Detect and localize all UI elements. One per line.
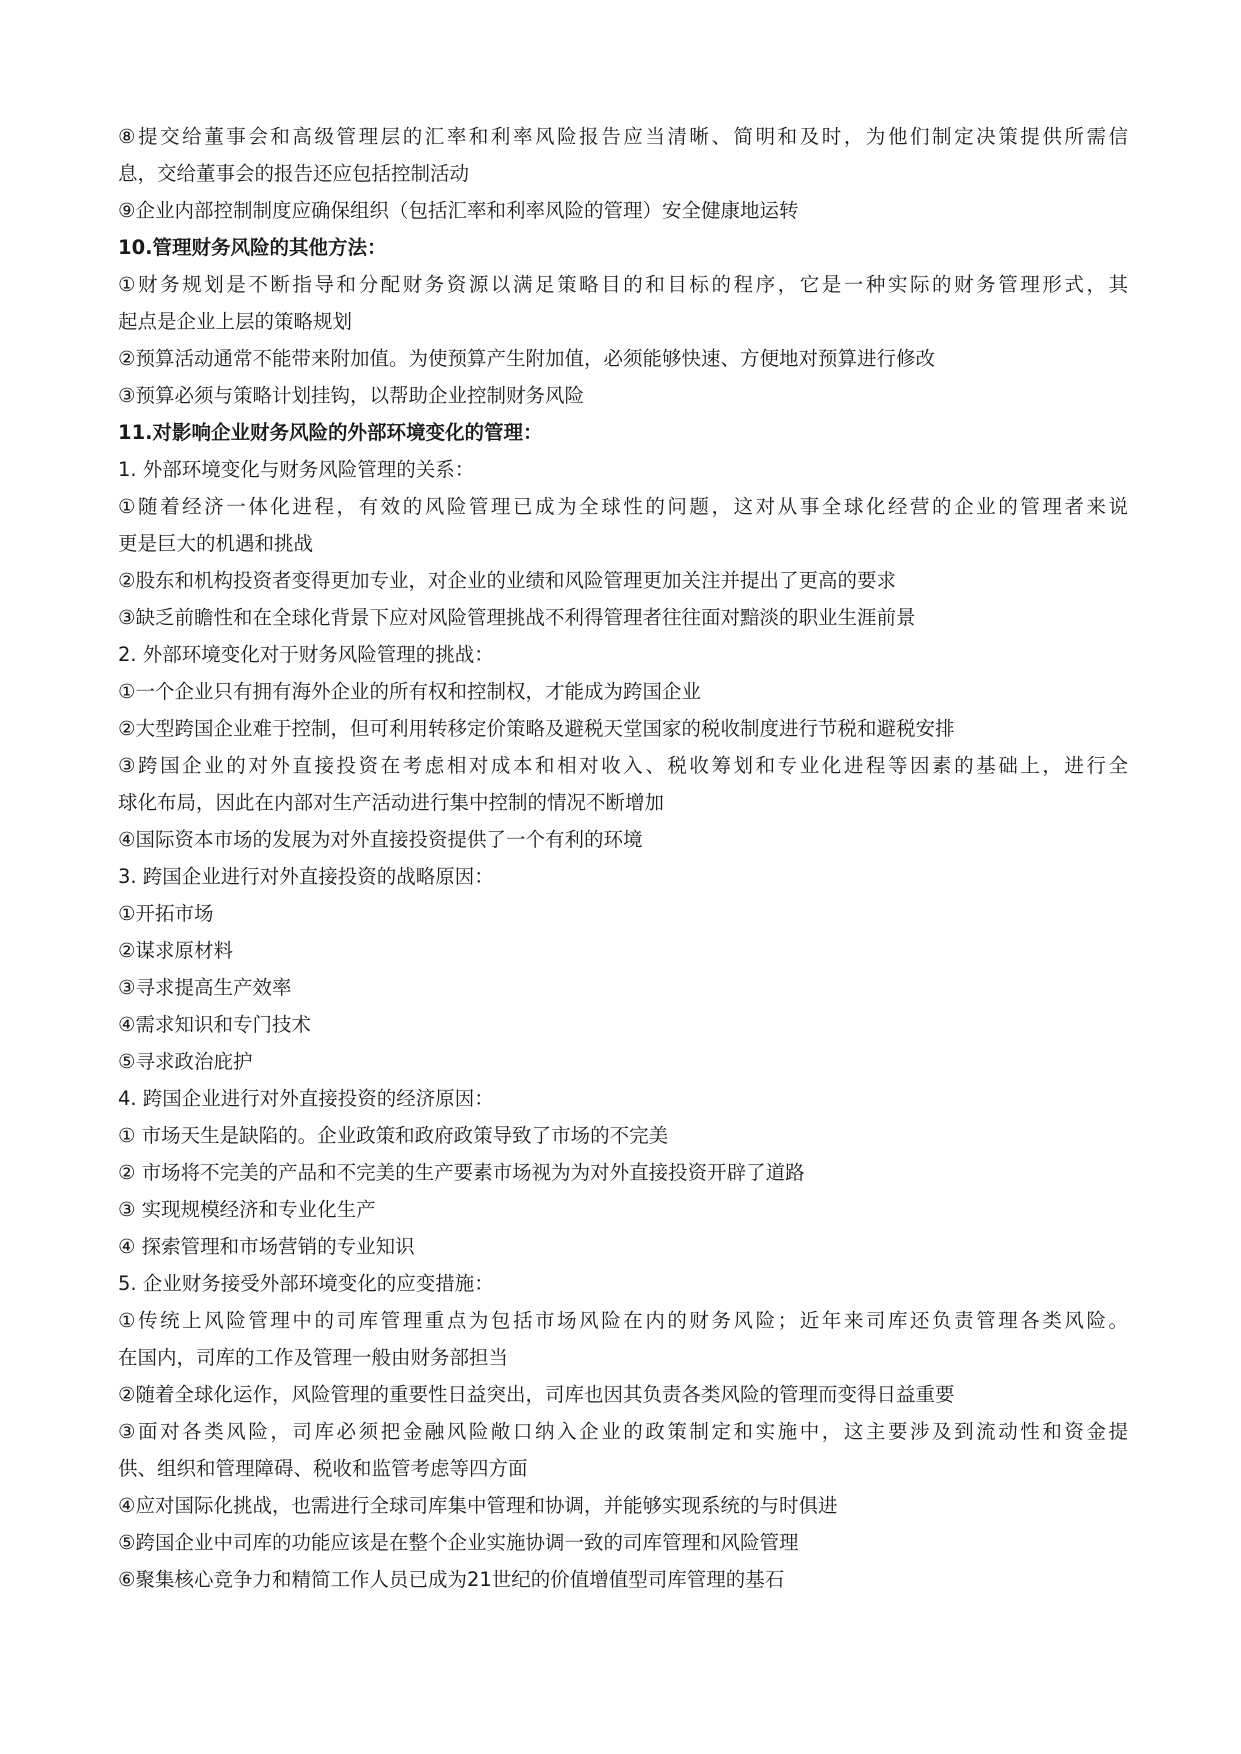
subsection-heading: 4. 跨国企业进行对外直接投资的经济原因： — [118, 1087, 494, 1110]
paragraph-line: ②股东和机构投资者变得更加专业，对企业的业绩和风险管理更加关注并提出了更高的要求 — [118, 569, 896, 592]
paragraph-line: ④国际资本市场的发展为对外直接投资提供了一个有利的环境 — [118, 828, 643, 851]
list-item: ③ 实现规模经济和专业化生产 — [118, 1198, 376, 1221]
paragraph-line: ③跨国企业的对外直接投资在考虑相对成本和相对收入、税收筹划和专业化进程等因素的基础上，进行全 — [118, 754, 1128, 777]
list-item: ④需求知识和专门技术 — [118, 1013, 311, 1036]
paragraph-line: ③预算必须与策略计划挂钩，以帮助企业控制财务风险 — [118, 384, 584, 407]
paragraph-line: ①一个企业只有拥有海外企业的所有权和控制权，才能成为跨国企业 — [118, 680, 701, 703]
paragraph-line: 更是巨大的机遇和挑战 — [118, 532, 314, 555]
paragraph-line: ⑧提交给董事会和高级管理层的汇率和利率风险报告应当清晰、简明和及时，为他们制定决策提供所需信 — [118, 125, 1128, 148]
paragraph-line: 供、组织和管理障碍、税收和监管考虑等四方面 — [118, 1457, 528, 1480]
document-page — [118, 118, 1128, 1598]
list-item: ③寻求提高生产效率 — [118, 976, 292, 999]
paragraph-line: ⑨企业内部控制制度应确保组织（包括汇率和利率风险的管理）安全健康地运转 — [118, 199, 799, 222]
paragraph-line: ②大型跨国企业难于控制，但可利用转移定价策略及避税天堂国家的税收制度进行节税和避税安排 — [118, 717, 955, 740]
paragraph-line: ①传统上风险管理中的司库管理重点为包括市场风险在内的财务风险；近年来司库还负责管理各类风险。 — [118, 1309, 1128, 1332]
list-item: ①开拓市场 — [118, 902, 214, 925]
paragraph-line: ①财务规划是不断指导和分配财务资源以满足策略目的和目标的程序，它是一种实际的财务管理形式，其 — [118, 273, 1128, 296]
section-heading: 11.对影响企业财务风险的外部环境变化的管理： — [118, 421, 543, 444]
paragraph-line: ⑥聚集核心竞争力和精简工作人员已成为21世纪的价值增值型司库管理的基石 — [118, 1568, 785, 1591]
paragraph-line: ③缺乏前瞻性和在全球化背景下应对风险管理挑战不利得管理者往往面对黯淡的职业生涯前景 — [118, 606, 916, 629]
paragraph-line: ③面对各类风险，司库必须把金融风险敞口纳入企业的政策制定和实施中，这主要涉及到流动性和资金提 — [118, 1420, 1128, 1443]
subsection-heading: 1. 外部环境变化与财务风险管理的关系： — [118, 458, 475, 481]
paragraph-line: 在国内，司库的工作及管理一般由财务部担当 — [118, 1346, 509, 1369]
paragraph-line: ⑤跨国企业中司库的功能应该是在整个企业实施协调一致的司库管理和风险管理 — [118, 1531, 799, 1554]
paragraph-line: ①随着经济一体化进程，有效的风险管理已成为全球性的问题，这对从事全球化经营的企业的管理者来说 — [118, 495, 1128, 518]
subsection-heading: 2. 外部环境变化对于财务风险管理的挑战： — [118, 643, 494, 666]
list-item: ④ 探索管理和市场营销的专业知识 — [118, 1235, 415, 1258]
paragraph-line: 息，交给董事会的报告还应包括控制活动 — [118, 162, 470, 185]
paragraph-line: ②预算活动通常不能带来附加值。为使预算产生附加值，必须能够快速、方便地对预算进行修改 — [118, 347, 935, 370]
paragraph-line: 起点是企业上层的策略规划 — [118, 310, 353, 333]
list-item: ② 市场将不完美的产品和不完美的生产要素市场视为为对外直接投资开辟了道路 — [118, 1161, 805, 1184]
section-heading: 10.管理财务风险的其他方法： — [118, 236, 387, 259]
subsection-heading: 5. 企业财务接受外部环境变化的应变措施： — [118, 1272, 494, 1295]
list-item: ⑤寻求政治庇护 — [118, 1050, 253, 1073]
list-item: ②谋求原材料 — [118, 939, 233, 962]
paragraph-line: 球化布局，因此在内部对生产活动进行集中控制的情况不断增加 — [118, 791, 665, 814]
list-item: ① 市场天生是缺陷的。企业政策和政府政策导致了市场的不完美 — [118, 1124, 669, 1147]
paragraph-line: ④应对国际化挑战，也需进行全球司库集中管理和协调，并能够实现系统的与时俱进 — [118, 1494, 838, 1517]
paragraph-line: ②随着全球化运作，风险管理的重要性日益突出，司库也因其负责各类风险的管理而变得日益重要 — [118, 1383, 955, 1406]
subsection-heading: 3. 跨国企业进行对外直接投资的战略原因： — [118, 865, 494, 888]
